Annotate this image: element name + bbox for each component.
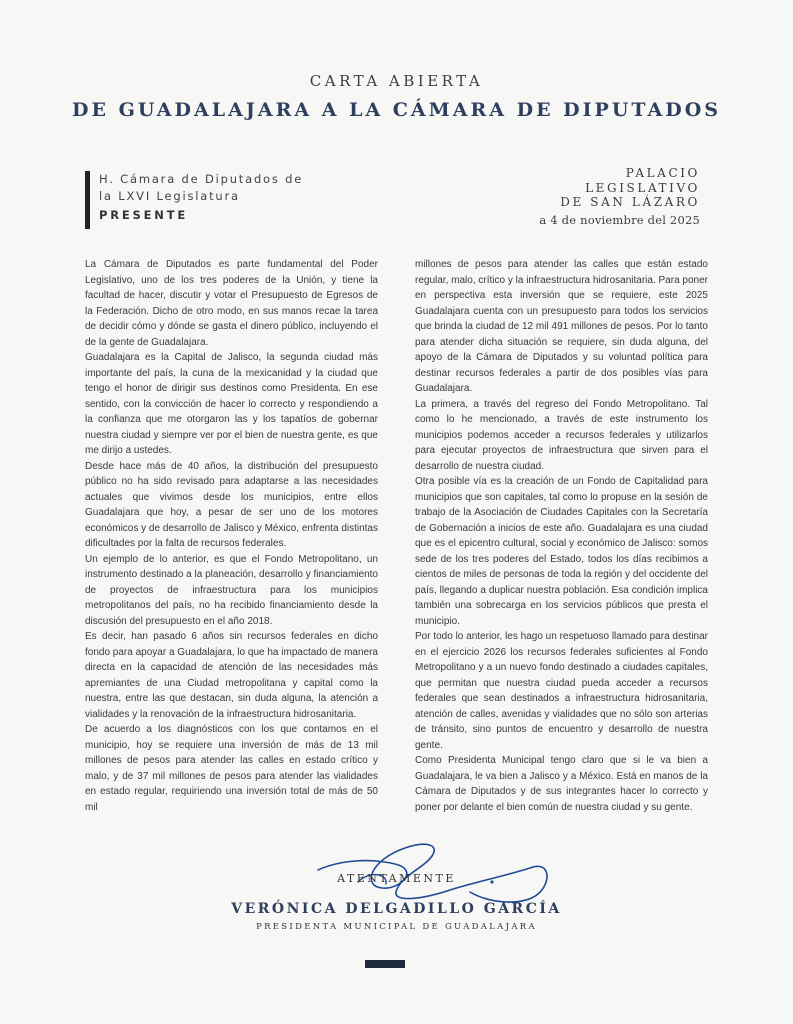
body-paragraph: Por todo lo anterior, les hago un respetuoso llamado para destinar en el ejercicio 2026 los recursos federales suficientes al Fondo Metropolitano y a un nuevo fondo destinado a ciudades capitales, que permitan que nuestra ciudad pueda acceder a recursos federales que sean destinados a infraestructura hidrosanitaria, atención de calles, avenidas y vialidades que no sólo son arterias de tránsito, sino puntos de encuentro y desarrollo de nuestra gente.: [415, 631, 708, 751]
body-paragraph: Un ejemplo de lo anterior, es que el Fondo Metropolitano, un instrumento destinado a la planeación, desarrollo y financiamiento de proyectos de infraestructura para los municipios metropolitanos del país, no ha recibido financiamiento desde la discusión del presupuesto en el año 2018.: [85, 553, 378, 627]
signer-role: PRESIDENTA MUNICIPAL DE GUADALAJARA: [256, 922, 537, 932]
body-column-left: [85, 257, 378, 815]
addressee-presente: PRESENTE: [99, 208, 189, 222]
body-paragraph: Es decir, han pasado 6 años sin recursos federales en dicho fondo para apoyar a Guadalajara, lo que ha impactado de manera directa en la capacidad de atención de las necesidades más apremiantes de una Ciudad metropolitana y capital como la nuestra, entre las que destacan, sin duda alguna, la atención a vialidades y la renovación de la infraestructura hidrosanitaria.: [85, 631, 378, 720]
signature-block: [0, 830, 793, 960]
place-line-1: PALACIO: [625, 166, 700, 180]
signer-name: VERÓNICA DELGADILLO GARCÍA: [231, 901, 562, 917]
place-line-3: DE SAN LÁZARO: [560, 195, 700, 209]
body-paragraph: De acuerdo a los diagnósticos con los que contamos en el municipio, hoy se requiere una inversión de más de 13 mil millones de pesos para atender las calles en estado crítico y malo, y de 37 mil millones de pesos para atender las vialidades en estado regular, requiriendo una inversión total de más de 50 mil: [85, 724, 378, 813]
addressee-line-2: la LXVI Legislatura: [99, 189, 240, 203]
footer-bar: [365, 960, 405, 968]
title-line-2: DE GUADALAJARA A LA CÁMARA DE DIPUTADOS: [72, 99, 721, 121]
body-paragraph: La primera, a través del regreso del Fondo Metropolitano. Tal como lo he mencionado, a través de este instrumento los municipios podemos acceder a recursos federales y utilizarlos para ejecutar proyectos de infraestructura que sirven para el desarrollo de nuestra ciudad.: [415, 398, 708, 472]
addressee-line-1: H. Cámara de Diputados de: [99, 172, 304, 186]
body-paragraph: Como Presidenta Municipal tengo claro que si le va bien a Guadalajara, le va bien a Jalisco y a México. Está en manos de la Cámara de Diputados y de sus integrantes hacer lo correcto y poner por delante el bien común de nuestra ciudad y su gente.: [415, 755, 708, 813]
letter-date: a 4 de noviembre del 2025: [539, 212, 700, 227]
body-column-right: [415, 257, 708, 815]
body-paragraph: millones de pesos para atender las calles que están estado regular, malo, crítico y la infraestructura hidrosanitaria. Para poner en perspectiva esta inversión que se requiere, este 2025 Guadalajara cuenta con un presupuesto para todos los servicios que brinda la ciudad de 12 mil 491 millones de pesos. Por lo tanto para atender dicha situación se requiere, sin duda alguna, del apoyo de la Cámara de Diputados y su voluntad política para destinar recursos federales a partir de dos posibles vías para Guadalajara.: [415, 259, 708, 394]
closing-salutation: ATENTAMENTE: [337, 872, 456, 885]
body-paragraph: La Cámara de Diputados es parte fundamental del Poder Legislativo, uno de los tres poderes de la Unión, y tiene la facultad de hacer, discutir y votar el Presupuesto de Egresos de la Federación. Dicho de otro modo, en sus manos recae la tarea de decidir cómo y dónde se gasta el dinero público, incluyendo el de la gente de Guadalajara.: [85, 259, 378, 348]
addressee-block: [85, 171, 379, 229]
body-paragraph: Guadalajara es la Capital de Jalisco, la segunda ciudad más importante del país, la cuna de la mexicanidad y la ciudad que tengo el honor de dirigir sus destinos como Presidenta. En ese sentido, con la convicción de hacer lo correcto y respondiendo a la confianza que me otorgaron las y los tapatíos de gobernar nuestra ciudad y siempre ver por el bien de nuestra gente, es que me dirijo a ustedes.: [85, 352, 378, 456]
title-line-1: CARTA ABIERTA: [309, 72, 484, 90]
body-paragraph: Desde hace más de 40 años, la distribución del presupuesto público no ha sido revisado para adaptarse a las necesidades actuales que vivimos desde los municipios, entre ellos Guadalajara que hoy, a pesar de ser uno de los motores económicos y de desarrollo de Jalisco y México, enfrenta distintas dificultades por la falta de recursos federales.: [85, 460, 378, 549]
place-line-2: LEGISLATIVO: [585, 180, 700, 195]
handwritten-signature: [300, 830, 560, 910]
body-paragraph: Otra posible vía es la creación de un Fondo de Capitalidad para municipios que son capitales, tal como lo propuse en la sesión de trabajo de la Asociación de Ciudades Capitales con la Secretaría de Gobernación a inicios de este año. Guadalajara es una ciudad que es el epicentro cultural, social y económico de Jalisco: somos sede de los tres poderes del Estado, todos los días recibimos a cientos de miles de personas de toda la región y del occidente del país, llegando a duplicar nuestra población. Esa condición implica también una sobrecarga en los servicios públicos que presta el municipio.: [415, 476, 708, 627]
place-date-block: [539, 166, 700, 229]
